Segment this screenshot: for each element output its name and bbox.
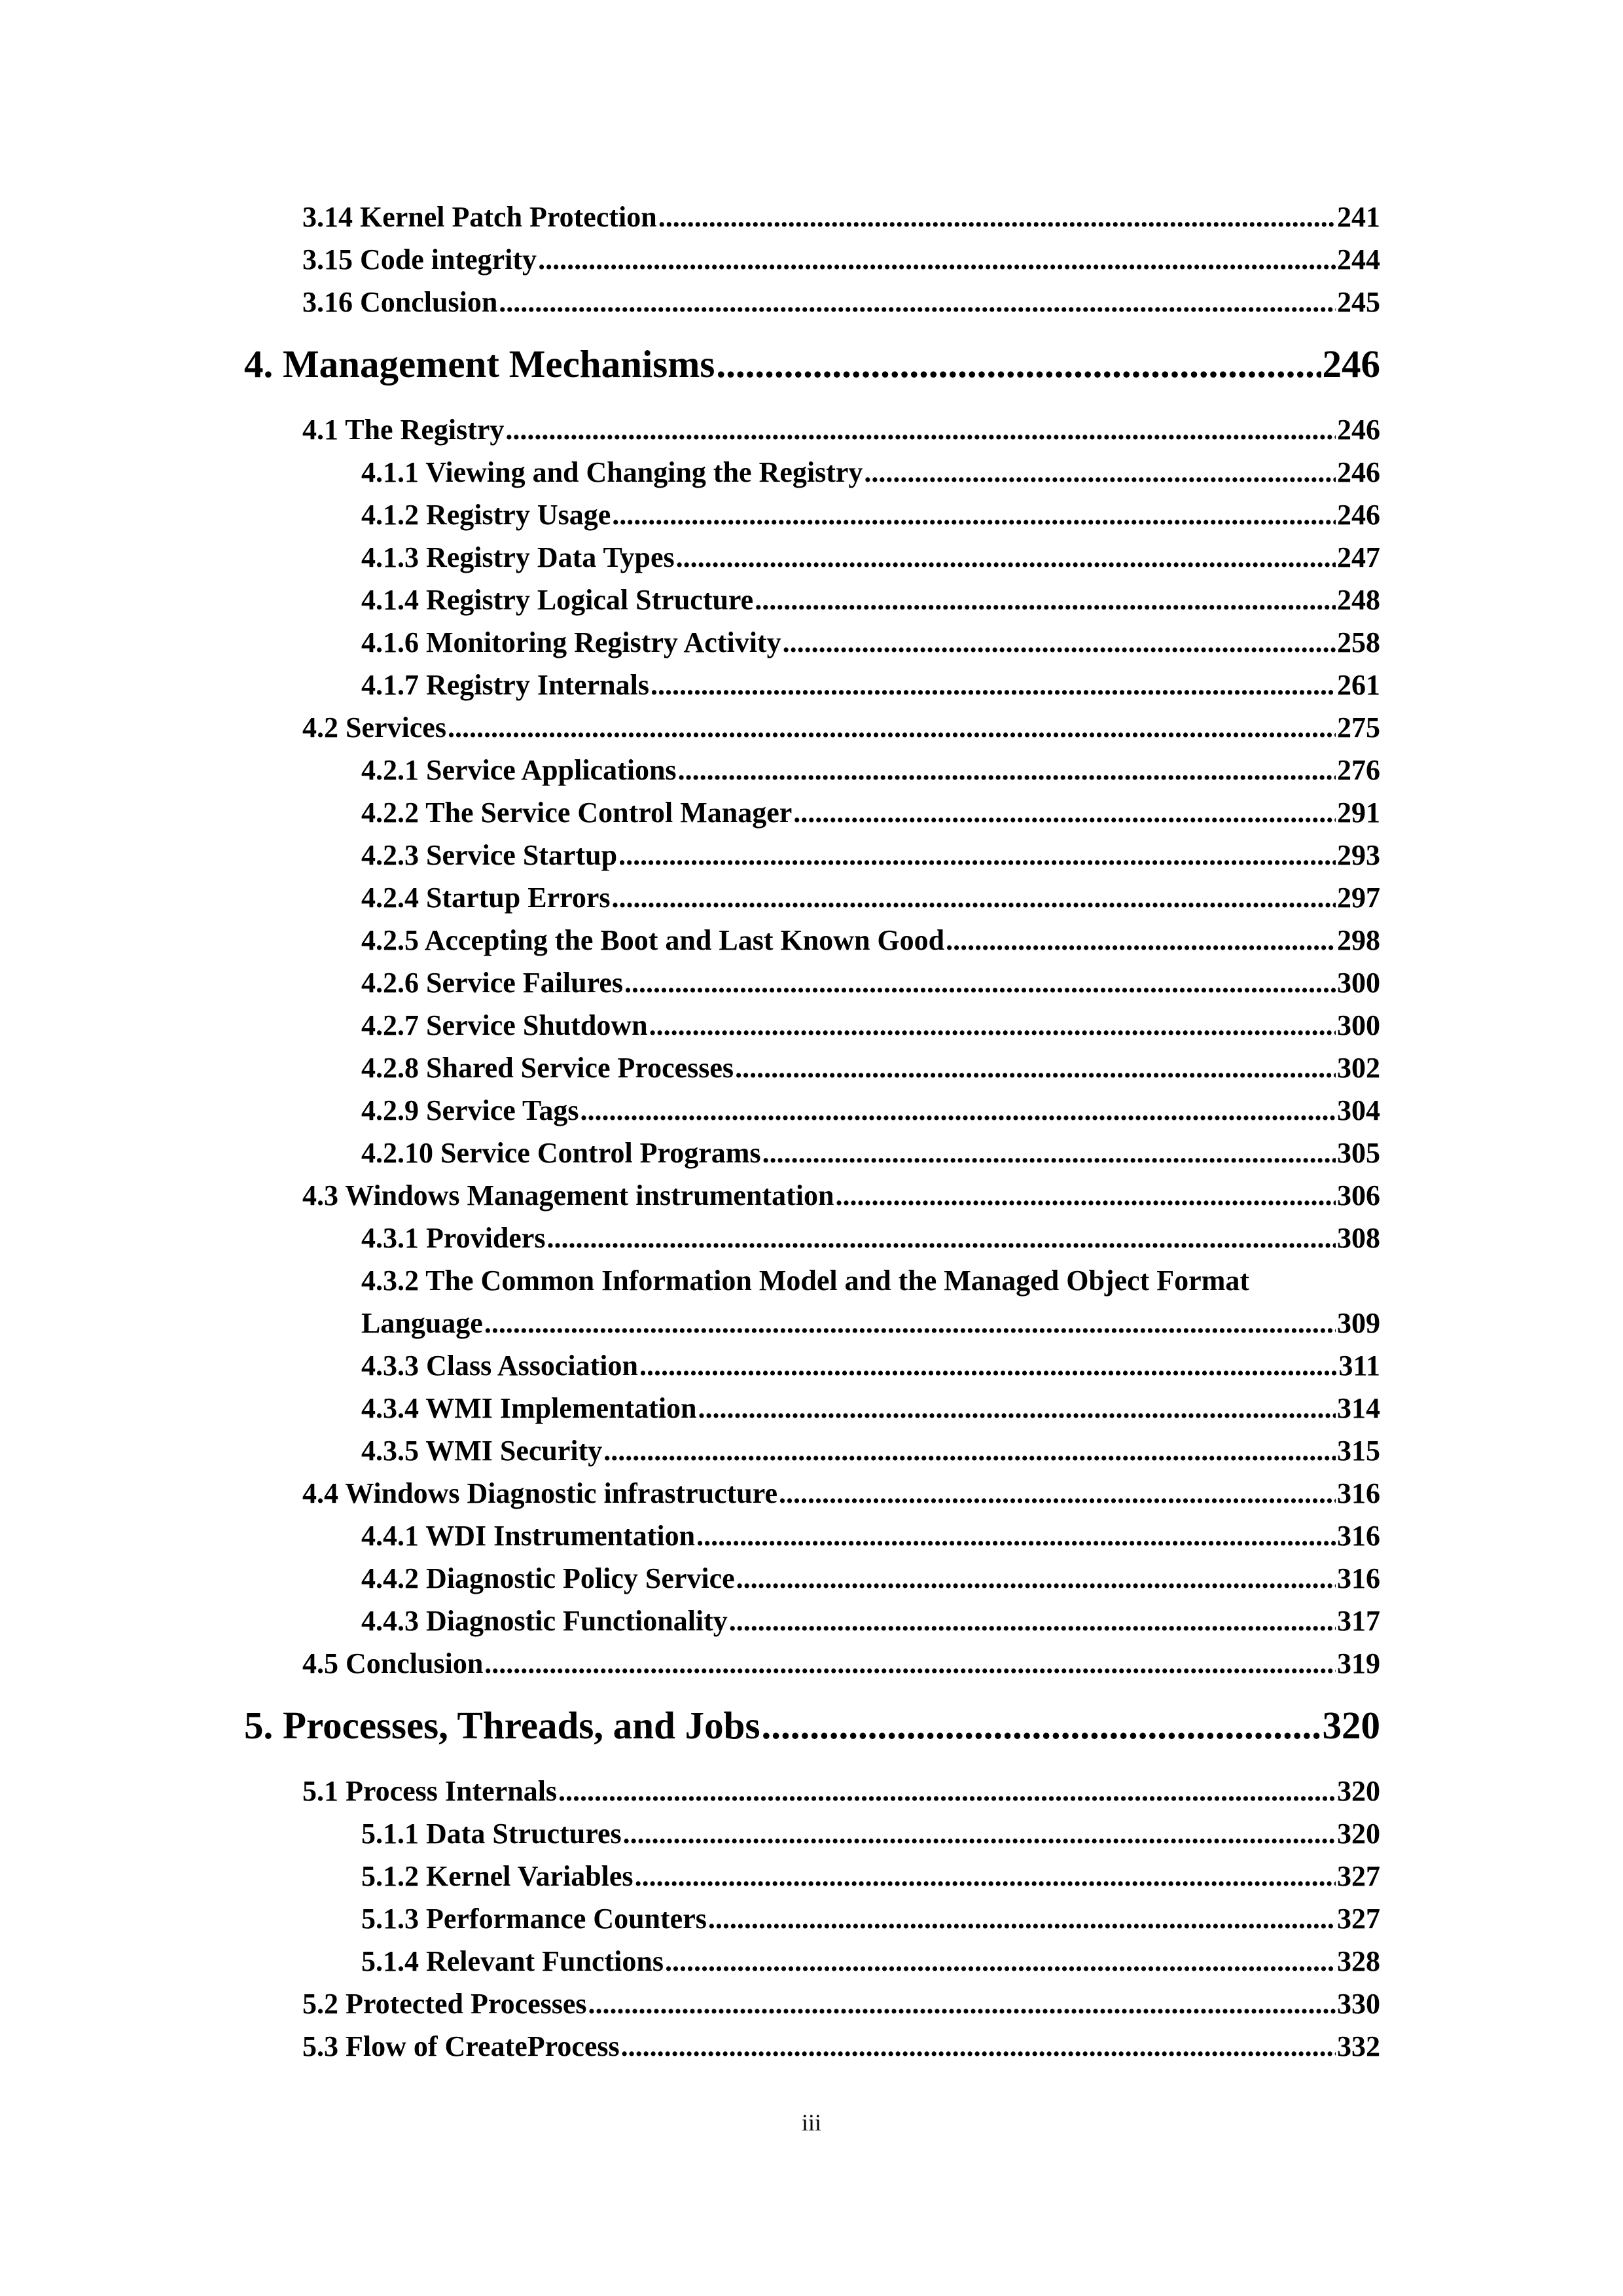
toc-entry[interactable] — [302, 2030, 1380, 2063]
toc-entry[interactable] — [361, 1902, 1380, 1935]
toc-entry-title: 4.2.3 Service Startup — [361, 839, 618, 871]
toc-entry-title: 4.4 Windows Diagnostic infrastructure — [302, 1477, 778, 1509]
toc-entry-page: 314 — [1337, 1392, 1380, 1424]
toc-entry-page: 300 — [1337, 967, 1380, 999]
toc-entry-title: 3.15 Code integrity — [302, 243, 537, 276]
toc-entry-page: 309 — [1337, 1307, 1380, 1339]
dot-leader — [708, 1902, 1336, 1935]
toc-entry[interactable] — [302, 1774, 1380, 1808]
toc-entry[interactable] — [361, 1817, 1380, 1850]
dot-leader — [736, 1562, 1336, 1595]
dot-leader — [651, 668, 1336, 702]
toc-entry[interactable] — [302, 1647, 1380, 1680]
dot-leader — [621, 2030, 1336, 2063]
toc-entry-page: 320 — [1337, 1775, 1380, 1807]
toc-entry-title: 5.3 Flow of CreateProcess — [302, 2030, 620, 2062]
toc-entry-title: 4.3.3 Class Association — [361, 1350, 638, 1382]
toc-entry-page: 298 — [1337, 924, 1380, 956]
dot-leader — [779, 1477, 1336, 1510]
toc-entry[interactable] — [302, 413, 1380, 446]
toc-entry-title: 4.1.6 Monitoring Registry Activity — [361, 626, 781, 658]
toc-entry-title: 4.1 The Registry — [302, 414, 505, 446]
toc-entry-title: Language — [361, 1307, 483, 1339]
toc-entry-wrapped-title[interactable]: 4.3.2 The Common Information Model and the Managed Object Format — [361, 1265, 1249, 1297]
toc-entry[interactable] — [361, 881, 1380, 914]
toc-entry[interactable] — [361, 668, 1380, 702]
dot-leader — [484, 1306, 1336, 1340]
toc-entry-page: 246 — [1337, 414, 1380, 446]
toc-entry-page: 297 — [1337, 882, 1380, 914]
toc-entry-title: 4.3.4 WMI Implementation — [361, 1392, 697, 1424]
toc-entry-page: 332 — [1337, 2030, 1380, 2062]
dot-leader — [698, 1391, 1336, 1425]
toc-chapter-page: 320 — [1322, 1704, 1380, 1747]
toc-entry[interactable] — [361, 1604, 1380, 1638]
toc-entry[interactable] — [361, 626, 1380, 659]
toc-entry[interactable] — [361, 924, 1380, 957]
dot-leader — [864, 456, 1336, 489]
dot-leader — [580, 1094, 1336, 1127]
toc-entry-title: 4.2.4 Startup Errors — [361, 882, 611, 914]
toc-entry-title: 5.2 Protected Processes — [302, 1988, 587, 2020]
toc-chapter[interactable] — [244, 1703, 1380, 1748]
dot-leader — [835, 1179, 1336, 1212]
toc-chapter-title: 4. Management Mechanisms — [244, 342, 715, 386]
dot-leader — [612, 881, 1336, 914]
toc-entry-title: 4.2.8 Shared Service Processes — [361, 1052, 734, 1084]
toc-entry[interactable] — [302, 285, 1380, 319]
toc-entry-title: 4.2.6 Service Failures — [361, 967, 623, 999]
toc-entry[interactable] — [302, 200, 1380, 234]
dot-leader — [793, 796, 1336, 829]
dot-leader — [729, 1604, 1336, 1638]
toc-entry[interactable] — [361, 1945, 1380, 1978]
toc-entry-title: 4.1.7 Registry Internals — [361, 669, 649, 701]
toc-entry-page: 248 — [1337, 584, 1380, 616]
toc-entry-title: 4.2 Services — [302, 711, 446, 744]
toc-entry-page: 247 — [1337, 541, 1380, 573]
toc-entry[interactable] — [361, 1009, 1380, 1042]
dot-leader — [558, 1774, 1336, 1808]
dot-leader — [624, 966, 1336, 999]
dot-leader — [635, 1859, 1336, 1893]
toc-entry[interactable] — [361, 1349, 1380, 1382]
toc-entry-title: 4.2.10 Service Control Programs — [361, 1137, 761, 1169]
toc-entry-page: 319 — [1337, 1647, 1380, 1679]
toc-entry-page: 315 — [1337, 1435, 1380, 1467]
toc-entry-page: 244 — [1337, 243, 1380, 276]
toc-entry[interactable] — [361, 1306, 1380, 1340]
toc-entry-page: 305 — [1337, 1137, 1380, 1169]
dot-leader — [696, 1519, 1336, 1552]
toc-entry-title: 4.3.1 Providers — [361, 1222, 546, 1254]
toc-entry-title: 4.1.3 Registry Data Types — [361, 541, 675, 573]
toc-entry[interactable] — [361, 1391, 1380, 1425]
toc-entry-page: 300 — [1337, 1009, 1380, 1041]
toc-entry[interactable] — [302, 243, 1380, 276]
dot-leader — [735, 1051, 1336, 1085]
toc-entry-title: 4.4.3 Diagnostic Functionality — [361, 1605, 728, 1637]
toc-entry[interactable] — [361, 541, 1380, 574]
toc-entry-title: 4.2.2 The Service Control Manager — [361, 797, 793, 829]
dot-leader — [505, 413, 1336, 446]
toc-entry-page: 245 — [1337, 286, 1380, 318]
toc-entry-page: 246 — [1337, 499, 1380, 531]
toc-entry[interactable] — [361, 456, 1380, 489]
toc-entry-title: 4.2.1 Service Applications — [361, 754, 677, 786]
toc-entry[interactable] — [361, 966, 1380, 999]
toc-entry-title: 4.3 Windows Management instrumentation — [302, 1179, 834, 1211]
toc-entry-title: 5.1.4 Relevant Functions — [361, 1945, 664, 1977]
dot-leader — [678, 753, 1336, 787]
toc-entry-title: 4.2.5 Accepting the Boot and Last Known Good — [361, 924, 945, 956]
toc-entry-page: 328 — [1337, 1945, 1380, 1977]
toc-entry-page: 320 — [1337, 1818, 1380, 1850]
page-number: iii — [801, 2109, 821, 2136]
dot-leader — [946, 924, 1336, 957]
toc-entry-title: 5.1.2 Kernel Variables — [361, 1860, 633, 1892]
dot-leader — [623, 1817, 1336, 1850]
dot-leader — [612, 498, 1336, 531]
toc-entry-page: 241 — [1337, 201, 1380, 233]
dot-leader — [665, 1945, 1336, 1978]
toc-entry-title: 4.4.2 Diagnostic Policy Service — [361, 1562, 735, 1594]
dot-leader — [639, 1349, 1337, 1382]
toc-entry-page: 308 — [1337, 1222, 1380, 1254]
dot-leader — [676, 541, 1336, 574]
toc-entry-page: 317 — [1337, 1605, 1380, 1637]
dot-leader — [499, 285, 1336, 319]
dot-leader — [603, 1434, 1336, 1467]
toc-entry-page: 293 — [1337, 839, 1380, 871]
toc-entry[interactable] — [302, 1477, 1380, 1510]
toc-entry-page: 316 — [1337, 1520, 1380, 1552]
toc-entry-title: 4.4.1 WDI Instrumentation — [361, 1520, 696, 1552]
toc-entry[interactable] — [361, 1051, 1380, 1085]
dot-leader — [484, 1647, 1336, 1680]
dot-leader — [588, 1987, 1336, 2020]
dot-leader — [649, 1009, 1336, 1042]
toc-entry-page: 258 — [1337, 626, 1380, 658]
dot-leader — [618, 838, 1336, 872]
toc-entry-title: 4.1.4 Registry Logical Structure — [361, 584, 754, 616]
toc-chapter-title: 5. Processes, Threads, and Jobs — [244, 1704, 760, 1747]
dot-leader — [762, 1136, 1336, 1170]
toc-entry-page: 246 — [1337, 456, 1380, 488]
toc-entry[interactable] — [361, 1434, 1380, 1467]
toc-chapter-page: 246 — [1322, 342, 1380, 386]
toc-entry-page: 302 — [1337, 1052, 1380, 1084]
dot-leader — [448, 711, 1336, 744]
toc-entry-title: 3.14 Kernel Patch Protection — [302, 201, 657, 233]
toc-entry[interactable] — [361, 1562, 1380, 1595]
toc-entry-page: 330 — [1337, 1988, 1380, 2020]
toc-entry-title: 4.5 Conclusion — [302, 1647, 484, 1679]
toc-chapter[interactable] — [244, 342, 1380, 387]
toc-entry-title: 5.1 Process Internals — [302, 1775, 558, 1807]
toc-entry-page: 327 — [1337, 1903, 1380, 1935]
toc-entry-title: 4.3.5 WMI Security — [361, 1435, 603, 1467]
toc-entry[interactable] — [361, 1519, 1380, 1552]
toc-entry[interactable] — [361, 1859, 1380, 1893]
toc-entry[interactable] — [361, 796, 1380, 829]
toc-entry[interactable] — [361, 753, 1380, 787]
dot-leader — [538, 243, 1336, 276]
dot-leader — [716, 342, 1321, 387]
toc-entry-title: 4.1.2 Registry Usage — [361, 499, 611, 531]
toc-entry-title: 3.16 Conclusion — [302, 286, 498, 318]
dot-leader — [783, 626, 1336, 659]
toc-entry[interactable] — [361, 583, 1380, 617]
toc-entry-page: 327 — [1337, 1860, 1380, 1892]
toc-entry[interactable] — [361, 498, 1380, 531]
toc-entry-title: 4.2.9 Service Tags — [361, 1094, 579, 1126]
toc-entry-title: 5.1.1 Data Structures — [361, 1818, 622, 1850]
toc-entry-page: 306 — [1337, 1179, 1380, 1211]
toc-entry[interactable] — [361, 1221, 1380, 1255]
dot-leader — [755, 583, 1336, 617]
toc-entry-title: 4.2.7 Service Shutdown — [361, 1009, 648, 1041]
toc-entry[interactable] — [302, 711, 1380, 744]
toc-entry[interactable] — [361, 838, 1380, 872]
toc-entry[interactable] — [302, 1987, 1380, 2020]
toc-entry-page: 316 — [1337, 1477, 1380, 1509]
dot-leader — [761, 1703, 1321, 1748]
toc-entry[interactable] — [361, 1094, 1380, 1127]
toc-entry-title: 4.1.1 Viewing and Changing the Registry — [361, 456, 863, 488]
dot-leader — [658, 200, 1336, 234]
toc-entry-page: 261 — [1337, 669, 1380, 701]
toc-entry[interactable] — [302, 1179, 1380, 1212]
toc-entry-page: 304 — [1337, 1094, 1380, 1126]
toc-entry-page: 276 — [1337, 754, 1380, 786]
toc-entry-page: 311 — [1338, 1350, 1380, 1382]
toc-entry-title: 5.1.3 Performance Counters — [361, 1903, 707, 1935]
toc-entry-page: 291 — [1337, 797, 1380, 829]
toc-entry[interactable] — [361, 1136, 1380, 1170]
toc-entry-page: 316 — [1337, 1562, 1380, 1594]
toc-entry-page: 275 — [1337, 711, 1380, 744]
dot-leader — [547, 1221, 1336, 1255]
